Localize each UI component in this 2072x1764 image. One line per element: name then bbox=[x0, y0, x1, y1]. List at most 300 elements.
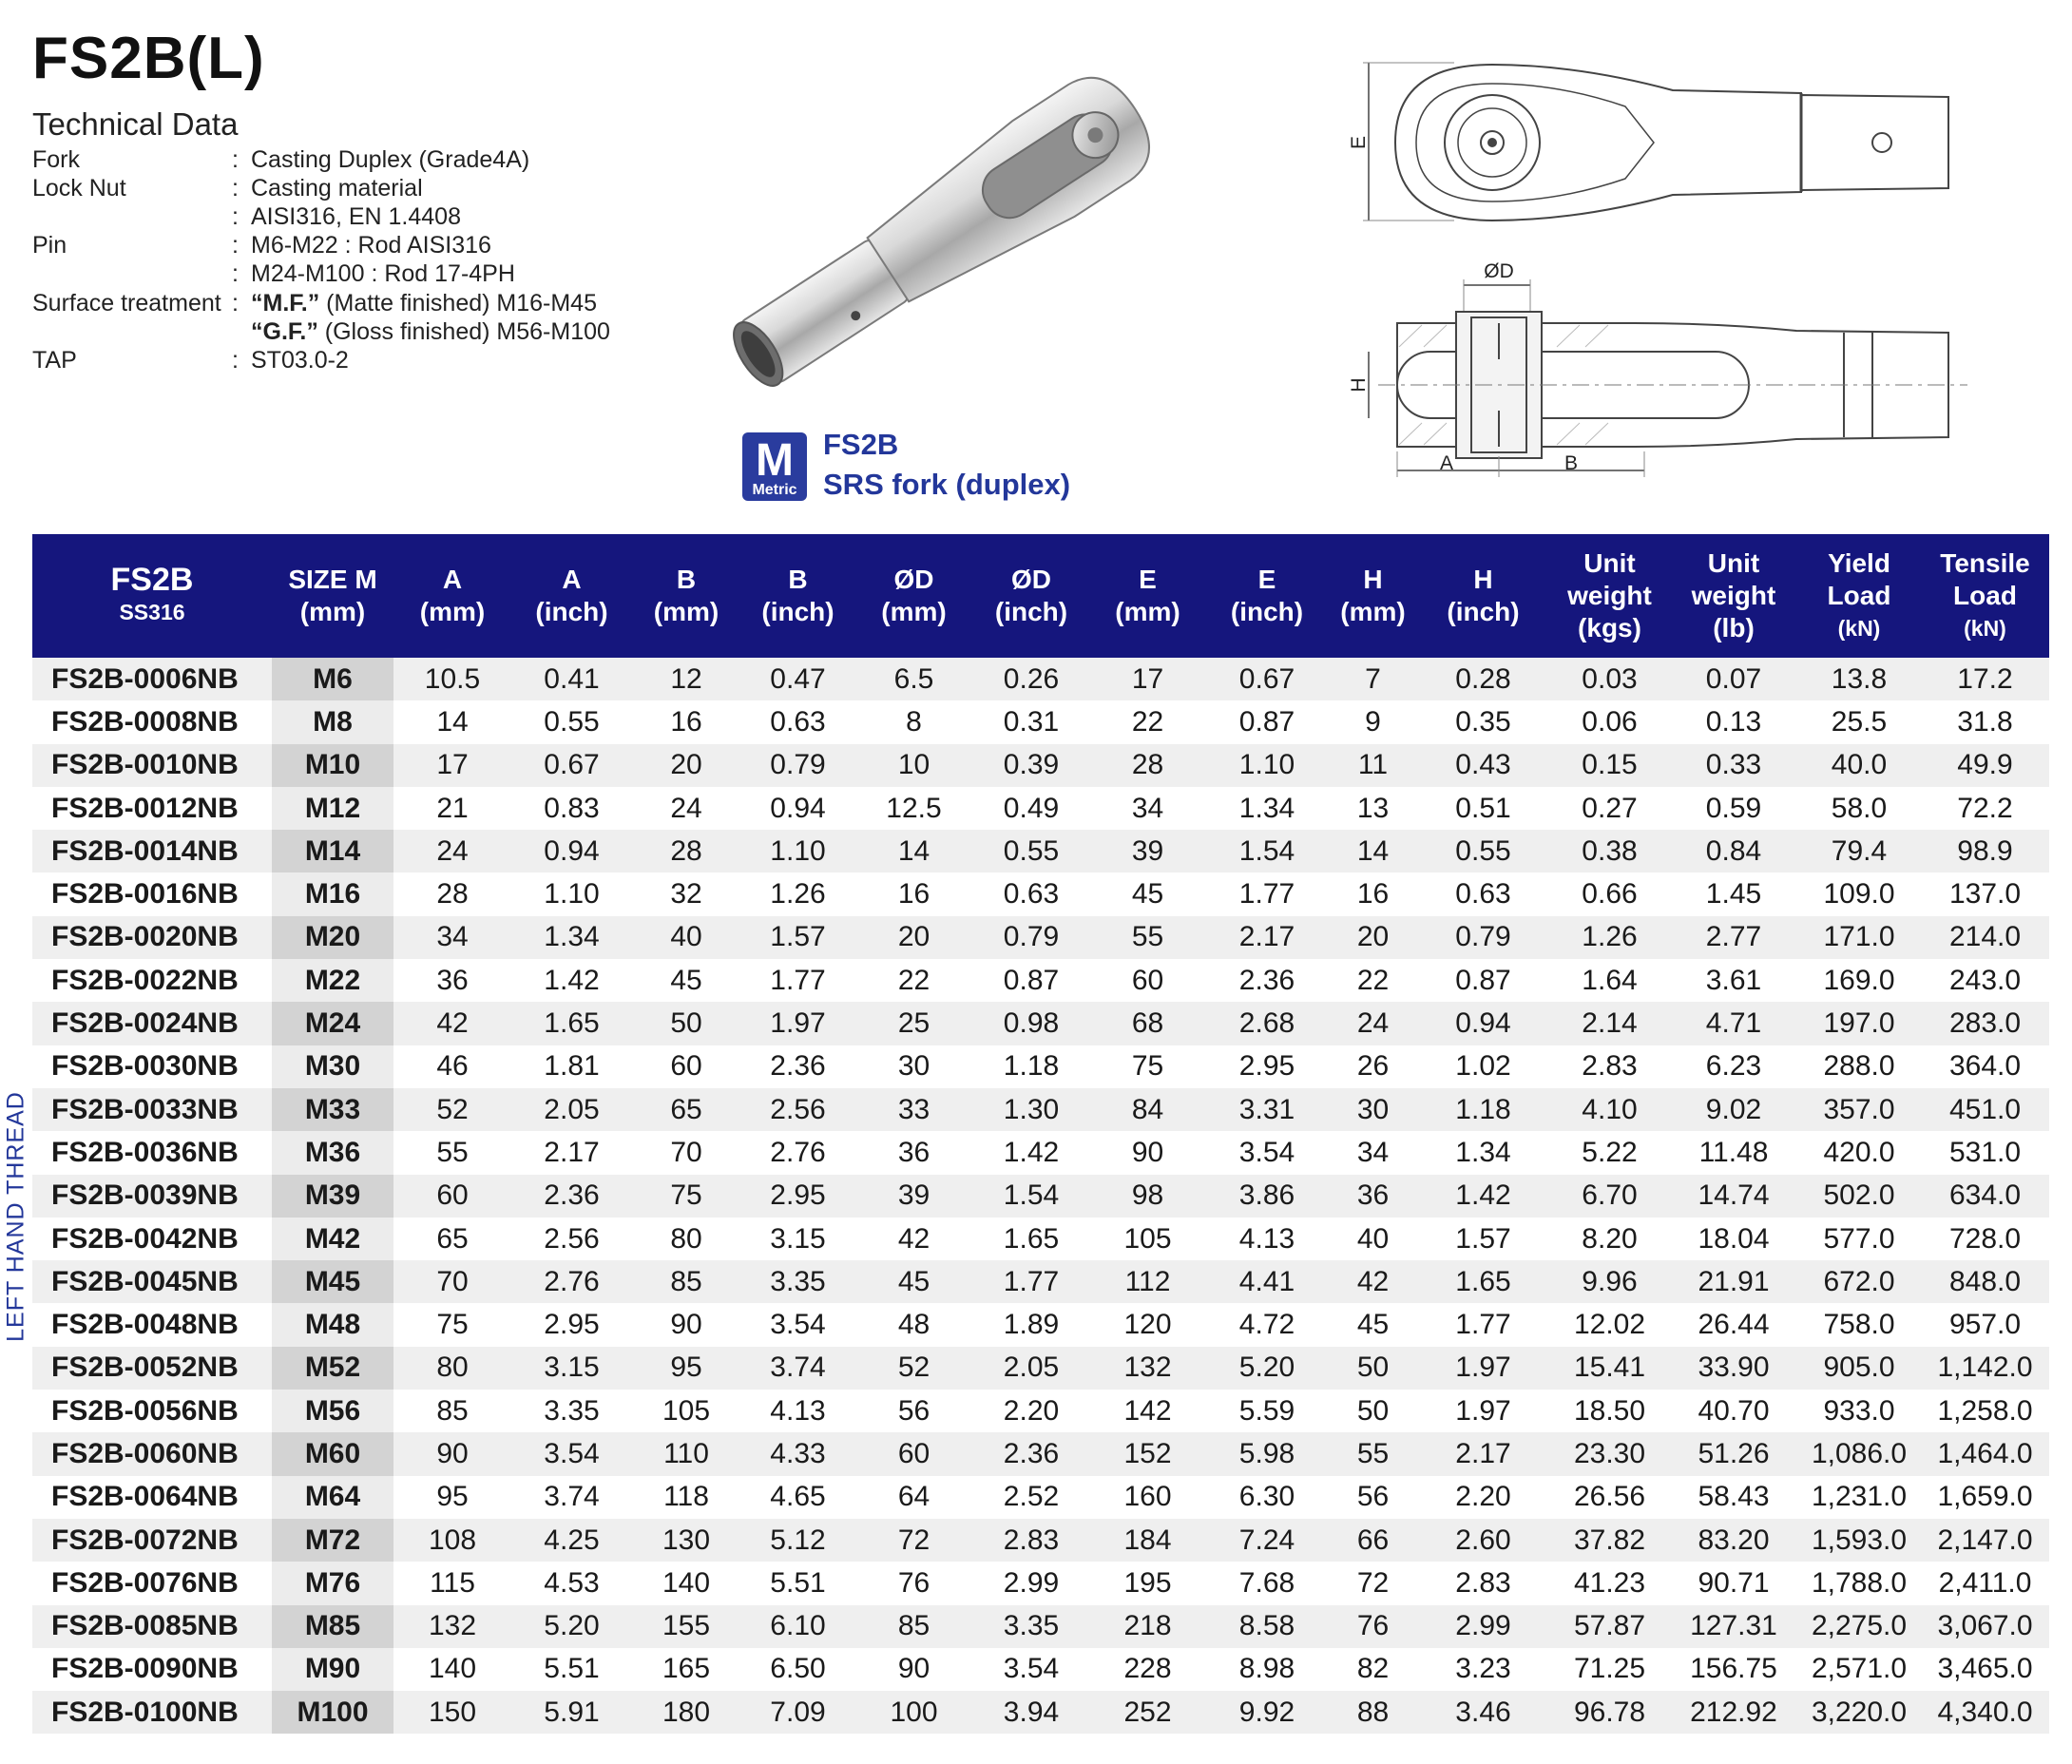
value-cell: 118 bbox=[632, 1476, 740, 1519]
value-cell: 10.5 bbox=[393, 658, 511, 700]
header-col-12 bbox=[1549, 534, 1670, 658]
value-cell: 0.07 bbox=[1670, 658, 1797, 700]
value-cell: 3.54 bbox=[972, 1648, 1090, 1691]
value-cell: 66 bbox=[1329, 1519, 1417, 1562]
table-row bbox=[32, 1519, 2049, 1562]
header-line: (inch) bbox=[761, 597, 835, 626]
spec-colon: : bbox=[232, 146, 239, 173]
value-cell: 46 bbox=[393, 1045, 511, 1088]
drawing-top-view bbox=[1340, 48, 1986, 238]
header-material: SS316 bbox=[119, 600, 185, 624]
value-cell: 0.31 bbox=[972, 700, 1090, 743]
value-cell: 3.15 bbox=[511, 1347, 632, 1390]
table-row bbox=[32, 1648, 2049, 1691]
value-cell: 20 bbox=[632, 744, 740, 787]
value-cell: 23.30 bbox=[1549, 1432, 1670, 1475]
value-cell: 60 bbox=[393, 1175, 511, 1218]
drawing-label-e: E bbox=[1348, 135, 1370, 150]
table-row bbox=[32, 700, 2049, 743]
value-cell: 1,464.0 bbox=[1921, 1432, 2049, 1475]
value-cell: 18.04 bbox=[1670, 1218, 1797, 1260]
value-cell: 55 bbox=[1329, 1432, 1417, 1475]
value-cell: 1,142.0 bbox=[1921, 1347, 2049, 1390]
value-cell: 2.17 bbox=[1417, 1432, 1549, 1475]
header-line: Yield bbox=[1828, 548, 1890, 578]
value-cell: 95 bbox=[632, 1347, 740, 1390]
value-cell: 8.58 bbox=[1205, 1605, 1329, 1648]
value-cell: 6.70 bbox=[1549, 1175, 1670, 1218]
value-cell: 243.0 bbox=[1921, 959, 2049, 1002]
value-cell: 9.02 bbox=[1670, 1088, 1797, 1131]
spec-label: Fork bbox=[32, 146, 80, 173]
header-line: E bbox=[1139, 565, 1157, 594]
value-cell: 22 bbox=[1090, 700, 1205, 743]
figure-code: FS2B bbox=[823, 428, 899, 461]
value-cell: 0.27 bbox=[1549, 787, 1670, 830]
product-code-cell: FS2B-0048NB bbox=[32, 1303, 272, 1346]
value-cell: 88 bbox=[1329, 1691, 1417, 1734]
value-cell: 56 bbox=[1329, 1476, 1417, 1519]
value-cell: 90 bbox=[855, 1648, 972, 1691]
value-cell: 16 bbox=[632, 700, 740, 743]
value-cell: 2.14 bbox=[1549, 1002, 1670, 1045]
drawing-label-b: B bbox=[1564, 452, 1579, 474]
value-cell: 9 bbox=[1329, 700, 1417, 743]
value-cell: 2.56 bbox=[511, 1218, 632, 1260]
size-cell: M48 bbox=[272, 1303, 393, 1346]
header-line: ØD bbox=[893, 565, 934, 594]
value-cell: 1.54 bbox=[972, 1175, 1090, 1218]
value-cell: 7.09 bbox=[740, 1691, 855, 1734]
value-cell: 214.0 bbox=[1921, 916, 2049, 959]
value-cell: 0.59 bbox=[1670, 787, 1797, 830]
value-cell: 12 bbox=[632, 658, 740, 700]
value-cell: 65 bbox=[632, 1088, 740, 1131]
value-cell: 933.0 bbox=[1797, 1390, 1921, 1432]
value-cell: 41.23 bbox=[1549, 1562, 1670, 1604]
value-cell: 37.82 bbox=[1549, 1519, 1670, 1562]
value-cell: 6.50 bbox=[740, 1648, 855, 1691]
spec-colon: : bbox=[232, 175, 239, 202]
product-code-cell: FS2B-0012NB bbox=[32, 787, 272, 830]
left-hand-thread-note bbox=[2, 1083, 30, 1350]
table-row bbox=[32, 1691, 2049, 1734]
value-cell: 0.87 bbox=[972, 959, 1090, 1002]
size-cell: M36 bbox=[272, 1131, 393, 1174]
value-cell: 24 bbox=[1329, 1002, 1417, 1045]
value-cell: 7 bbox=[1329, 658, 1417, 700]
value-cell: 6.10 bbox=[740, 1605, 855, 1648]
value-cell: 36 bbox=[393, 959, 511, 1002]
header-col-14 bbox=[1797, 534, 1921, 658]
header-line: (mm) bbox=[653, 597, 719, 626]
value-cell: 90 bbox=[632, 1303, 740, 1346]
table-row bbox=[32, 1390, 2049, 1432]
size-cell: M24 bbox=[272, 1002, 393, 1045]
value-cell: 28 bbox=[1090, 744, 1205, 787]
header-line: H bbox=[1363, 565, 1383, 594]
value-cell: 0.13 bbox=[1670, 700, 1797, 743]
spec-label: Lock Nut bbox=[32, 175, 126, 202]
value-cell: 171.0 bbox=[1797, 916, 1921, 959]
value-cell: 0.79 bbox=[740, 744, 855, 787]
value-cell: 155 bbox=[632, 1605, 740, 1648]
value-cell: 195 bbox=[1090, 1562, 1205, 1604]
value-cell: 728.0 bbox=[1921, 1218, 2049, 1260]
value-cell: 85 bbox=[393, 1390, 511, 1432]
value-cell: 12.02 bbox=[1549, 1303, 1670, 1346]
value-cell: 1.65 bbox=[511, 1002, 632, 1045]
value-cell: 1.77 bbox=[1205, 872, 1329, 915]
size-cell: M22 bbox=[272, 959, 393, 1002]
value-cell: 4.13 bbox=[740, 1390, 855, 1432]
value-cell: 32 bbox=[632, 872, 740, 915]
product-code-cell: FS2B-0010NB bbox=[32, 744, 272, 787]
value-cell: 55 bbox=[393, 1131, 511, 1174]
value-cell: 14.74 bbox=[1670, 1175, 1797, 1218]
value-cell: 160 bbox=[1090, 1476, 1205, 1519]
header-line: (kgs) bbox=[1578, 613, 1641, 642]
value-cell: 3,067.0 bbox=[1921, 1605, 2049, 1648]
value-cell: 0.06 bbox=[1549, 700, 1670, 743]
value-cell: 1.77 bbox=[972, 1260, 1090, 1303]
header-line: (mm) bbox=[1340, 597, 1406, 626]
value-cell: 105 bbox=[632, 1390, 740, 1432]
value-cell: 1.57 bbox=[740, 916, 855, 959]
value-cell: 11 bbox=[1329, 744, 1417, 787]
value-cell: 2.52 bbox=[972, 1476, 1090, 1519]
size-cell: M100 bbox=[272, 1691, 393, 1734]
product-code-cell: FS2B-0016NB bbox=[32, 872, 272, 915]
size-cell: M30 bbox=[272, 1045, 393, 1088]
value-cell: 197.0 bbox=[1797, 1002, 1921, 1045]
value-cell: 13 bbox=[1329, 787, 1417, 830]
product-code-cell: FS2B-0039NB bbox=[32, 1175, 272, 1218]
value-cell: 34 bbox=[393, 916, 511, 959]
value-cell: 0.33 bbox=[1670, 744, 1797, 787]
header-line: H bbox=[1473, 565, 1493, 594]
value-cell: 60 bbox=[632, 1045, 740, 1088]
value-cell: 108 bbox=[393, 1519, 511, 1562]
value-cell: 1.30 bbox=[972, 1088, 1090, 1131]
product-code-cell: FS2B-0045NB bbox=[32, 1260, 272, 1303]
size-cell: M16 bbox=[272, 872, 393, 915]
value-cell: 40 bbox=[1329, 1218, 1417, 1260]
value-cell: 1.34 bbox=[1417, 1131, 1549, 1174]
spec-table bbox=[32, 534, 2049, 1734]
value-cell: 5.51 bbox=[511, 1648, 632, 1691]
value-cell: 64 bbox=[855, 1476, 972, 1519]
header-line: (inch) bbox=[1230, 597, 1304, 626]
value-cell: 2.36 bbox=[511, 1175, 632, 1218]
value-cell: 4.41 bbox=[1205, 1260, 1329, 1303]
product-photo bbox=[684, 67, 1198, 409]
value-cell: 1.18 bbox=[1417, 1088, 1549, 1131]
value-cell: 105 bbox=[1090, 1218, 1205, 1260]
value-cell: 72.2 bbox=[1921, 787, 2049, 830]
drawing-label-d: ØD bbox=[1484, 260, 1514, 282]
value-cell: 9.92 bbox=[1205, 1691, 1329, 1734]
value-cell: 2.83 bbox=[1549, 1045, 1670, 1088]
spec-label: Pin bbox=[32, 232, 67, 259]
value-cell: 283.0 bbox=[1921, 1002, 2049, 1045]
value-cell: 1.54 bbox=[1205, 830, 1329, 872]
size-cell: M64 bbox=[272, 1476, 393, 1519]
value-cell: 2.77 bbox=[1670, 916, 1797, 959]
value-cell: 82 bbox=[1329, 1648, 1417, 1691]
value-cell: 2.99 bbox=[972, 1562, 1090, 1604]
value-cell: 45 bbox=[1090, 872, 1205, 915]
value-cell: 42 bbox=[1329, 1260, 1417, 1303]
page-title: FS2B(L) bbox=[32, 26, 265, 91]
value-cell: 288.0 bbox=[1797, 1045, 1921, 1088]
value-cell: 1,086.0 bbox=[1797, 1432, 1921, 1475]
value-cell: 2.99 bbox=[1417, 1605, 1549, 1648]
spec-colon: : bbox=[232, 346, 239, 374]
spec-value bbox=[251, 290, 597, 317]
value-cell: 28 bbox=[393, 872, 511, 915]
value-cell: 1,258.0 bbox=[1921, 1390, 2049, 1432]
value-cell: 4,340.0 bbox=[1921, 1691, 2049, 1734]
header-line: E bbox=[1257, 565, 1276, 594]
value-cell: 20 bbox=[855, 916, 972, 959]
value-cell: 2.36 bbox=[1205, 959, 1329, 1002]
value-cell: 132 bbox=[393, 1605, 511, 1648]
spec-value-bold: “M.F.” bbox=[251, 289, 320, 316]
value-cell: 39 bbox=[1090, 830, 1205, 872]
product-code-cell: FS2B-0052NB bbox=[32, 1347, 272, 1390]
value-cell: 7.68 bbox=[1205, 1562, 1329, 1604]
size-cell: M39 bbox=[272, 1175, 393, 1218]
header-col-9 bbox=[1205, 534, 1329, 658]
value-cell: 4.13 bbox=[1205, 1218, 1329, 1260]
product-code-cell: FS2B-0056NB bbox=[32, 1390, 272, 1432]
size-cell: M8 bbox=[272, 700, 393, 743]
value-cell: 3.35 bbox=[972, 1605, 1090, 1648]
size-cell: M33 bbox=[272, 1088, 393, 1131]
value-cell: 83.20 bbox=[1670, 1519, 1797, 1562]
value-cell: 75 bbox=[1090, 1045, 1205, 1088]
spec-colon: : bbox=[232, 260, 239, 288]
value-cell: 1.26 bbox=[740, 872, 855, 915]
value-cell: 24 bbox=[393, 830, 511, 872]
value-cell: 55 bbox=[1090, 916, 1205, 959]
value-cell: 51.26 bbox=[1670, 1432, 1797, 1475]
table-body bbox=[32, 658, 2049, 1734]
header-model-name: FS2B bbox=[110, 562, 194, 598]
size-cell: M12 bbox=[272, 787, 393, 830]
header-col-1 bbox=[272, 534, 393, 658]
value-cell: 109.0 bbox=[1797, 872, 1921, 915]
value-cell: 80 bbox=[393, 1347, 511, 1390]
header-col-7 bbox=[972, 534, 1090, 658]
value-cell: 14 bbox=[1329, 830, 1417, 872]
value-cell: 6.5 bbox=[855, 658, 972, 700]
value-cell: 68 bbox=[1090, 1002, 1205, 1045]
value-cell: 2.17 bbox=[1205, 916, 1329, 959]
value-cell: 9.96 bbox=[1549, 1260, 1670, 1303]
value-cell: 30 bbox=[855, 1045, 972, 1088]
value-cell: 451.0 bbox=[1921, 1088, 2049, 1131]
value-cell: 25 bbox=[855, 1002, 972, 1045]
value-cell: 98.9 bbox=[1921, 830, 2049, 872]
value-cell: 5.59 bbox=[1205, 1390, 1329, 1432]
size-cell: M76 bbox=[272, 1562, 393, 1604]
value-cell: 4.10 bbox=[1549, 1088, 1670, 1131]
value-cell: 0.55 bbox=[972, 830, 1090, 872]
value-cell: 0.87 bbox=[1205, 700, 1329, 743]
value-cell: 0.83 bbox=[511, 787, 632, 830]
header-col-8 bbox=[1090, 534, 1205, 658]
value-cell: 3,465.0 bbox=[1921, 1648, 2049, 1691]
value-cell: 1.42 bbox=[1417, 1175, 1549, 1218]
value-cell: 1.02 bbox=[1417, 1045, 1549, 1088]
table-row bbox=[32, 916, 2049, 959]
value-cell: 357.0 bbox=[1797, 1088, 1921, 1131]
header-line: (mm) bbox=[881, 597, 947, 626]
spec-label: TAP bbox=[32, 346, 77, 374]
value-cell: 52 bbox=[855, 1347, 972, 1390]
value-cell: 2.05 bbox=[972, 1347, 1090, 1390]
spec-value bbox=[251, 318, 610, 346]
value-cell: 33.90 bbox=[1670, 1347, 1797, 1390]
header-line: (mm) bbox=[419, 597, 486, 626]
header-line: weight bbox=[1567, 581, 1652, 610]
value-cell: 0.66 bbox=[1549, 872, 1670, 915]
value-cell: 71.25 bbox=[1549, 1648, 1670, 1691]
value-cell: 33 bbox=[855, 1088, 972, 1131]
value-cell: 3.61 bbox=[1670, 959, 1797, 1002]
table-row bbox=[32, 787, 2049, 830]
product-code-cell: FS2B-0076NB bbox=[32, 1562, 272, 1604]
header-col-3 bbox=[511, 534, 632, 658]
value-cell: 1.10 bbox=[1205, 744, 1329, 787]
value-cell: 0.79 bbox=[1417, 916, 1549, 959]
value-cell: 1.65 bbox=[1417, 1260, 1549, 1303]
value-cell: 3.46 bbox=[1417, 1691, 1549, 1734]
product-code-cell: FS2B-0060NB bbox=[32, 1432, 272, 1475]
value-cell: 2.68 bbox=[1205, 1002, 1329, 1045]
value-cell: 0.39 bbox=[972, 744, 1090, 787]
value-cell: 3.35 bbox=[740, 1260, 855, 1303]
value-cell: 0.84 bbox=[1670, 830, 1797, 872]
value-cell: 50 bbox=[1329, 1390, 1417, 1432]
value-cell: 84 bbox=[1090, 1088, 1205, 1131]
drawing-label-a: A bbox=[1439, 452, 1454, 474]
header-col-4 bbox=[632, 534, 740, 658]
value-cell: 1.97 bbox=[1417, 1390, 1549, 1432]
spec-value: Casting Duplex (Grade4A) bbox=[251, 146, 530, 173]
value-cell: 1.64 bbox=[1549, 959, 1670, 1002]
value-cell: 2.20 bbox=[972, 1390, 1090, 1432]
value-cell: 50 bbox=[632, 1002, 740, 1045]
value-cell: 1.97 bbox=[740, 1002, 855, 1045]
value-cell: 1.26 bbox=[1549, 916, 1670, 959]
section-subtitle: Technical Data bbox=[32, 106, 239, 142]
value-cell: 0.67 bbox=[511, 744, 632, 787]
value-cell: 112 bbox=[1090, 1260, 1205, 1303]
value-cell: 364.0 bbox=[1921, 1045, 2049, 1088]
value-cell: 90.71 bbox=[1670, 1562, 1797, 1604]
value-cell: 36 bbox=[855, 1131, 972, 1174]
value-cell: 4.71 bbox=[1670, 1002, 1797, 1045]
value-cell: 0.26 bbox=[972, 658, 1090, 700]
figure-name: SRS fork (duplex) bbox=[823, 468, 1071, 501]
table-row bbox=[32, 1175, 2049, 1218]
value-cell: 502.0 bbox=[1797, 1175, 1921, 1218]
value-cell: 50 bbox=[1329, 1347, 1417, 1390]
value-cell: 2.76 bbox=[511, 1260, 632, 1303]
value-cell: 3.74 bbox=[511, 1476, 632, 1519]
spec-value: M24-M100 : Rod 17-4PH bbox=[251, 260, 515, 288]
value-cell: 3.35 bbox=[511, 1390, 632, 1432]
value-cell: 4.33 bbox=[740, 1432, 855, 1475]
value-cell: 127.31 bbox=[1670, 1605, 1797, 1648]
value-cell: 21.91 bbox=[1670, 1260, 1797, 1303]
value-cell: 1.34 bbox=[1205, 787, 1329, 830]
value-cell: 34 bbox=[1329, 1131, 1417, 1174]
product-code-cell: FS2B-0033NB bbox=[32, 1088, 272, 1131]
table-row bbox=[32, 1002, 2049, 1045]
value-cell: 1.89 bbox=[972, 1303, 1090, 1346]
header-line: (inch) bbox=[1447, 597, 1520, 626]
value-cell: 76 bbox=[855, 1562, 972, 1604]
value-cell: 8 bbox=[855, 700, 972, 743]
value-cell: 12.5 bbox=[855, 787, 972, 830]
value-cell: 0.63 bbox=[1417, 872, 1549, 915]
size-cell: M14 bbox=[272, 830, 393, 872]
value-cell: 56 bbox=[855, 1390, 972, 1432]
header-line: Load bbox=[1953, 581, 2017, 610]
value-cell: 42 bbox=[393, 1002, 511, 1045]
value-cell: 18.50 bbox=[1549, 1390, 1670, 1432]
value-cell: 31.8 bbox=[1921, 700, 2049, 743]
header-line: (mm) bbox=[1115, 597, 1180, 626]
value-cell: 85 bbox=[855, 1605, 972, 1648]
product-code-cell: FS2B-0006NB bbox=[32, 658, 272, 700]
header-line: (inch) bbox=[535, 597, 608, 626]
size-cell: M72 bbox=[272, 1519, 393, 1562]
header-line: B bbox=[788, 565, 808, 594]
spec-colon: : bbox=[232, 289, 239, 316]
value-cell: 100 bbox=[855, 1691, 972, 1734]
value-cell: 1.81 bbox=[511, 1045, 632, 1088]
value-cell: 0.38 bbox=[1549, 830, 1670, 872]
value-cell: 15.41 bbox=[1549, 1347, 1670, 1390]
value-cell: 150 bbox=[393, 1691, 511, 1734]
value-cell: 169.0 bbox=[1797, 959, 1921, 1002]
header-line: (mm) bbox=[299, 597, 366, 626]
header-line: (inch) bbox=[994, 597, 1068, 626]
drawing-side-view bbox=[1340, 257, 1986, 494]
size-cell: M52 bbox=[272, 1347, 393, 1390]
header-line: A bbox=[562, 565, 582, 594]
value-cell: 40.70 bbox=[1670, 1390, 1797, 1432]
value-cell: 72 bbox=[1329, 1562, 1417, 1604]
value-cell: 3.74 bbox=[740, 1347, 855, 1390]
metric-badge bbox=[741, 431, 808, 502]
value-cell: 132 bbox=[1090, 1347, 1205, 1390]
value-cell: 26 bbox=[1329, 1045, 1417, 1088]
value-cell: 3.86 bbox=[1205, 1175, 1329, 1218]
value-cell: 20 bbox=[1329, 916, 1417, 959]
value-cell: 2.83 bbox=[1417, 1562, 1549, 1604]
header-line: Tensile bbox=[1940, 548, 2030, 578]
value-cell: 0.94 bbox=[1417, 1002, 1549, 1045]
size-cell: M42 bbox=[272, 1218, 393, 1260]
value-cell: 3.15 bbox=[740, 1218, 855, 1260]
table-row bbox=[32, 1347, 2049, 1390]
